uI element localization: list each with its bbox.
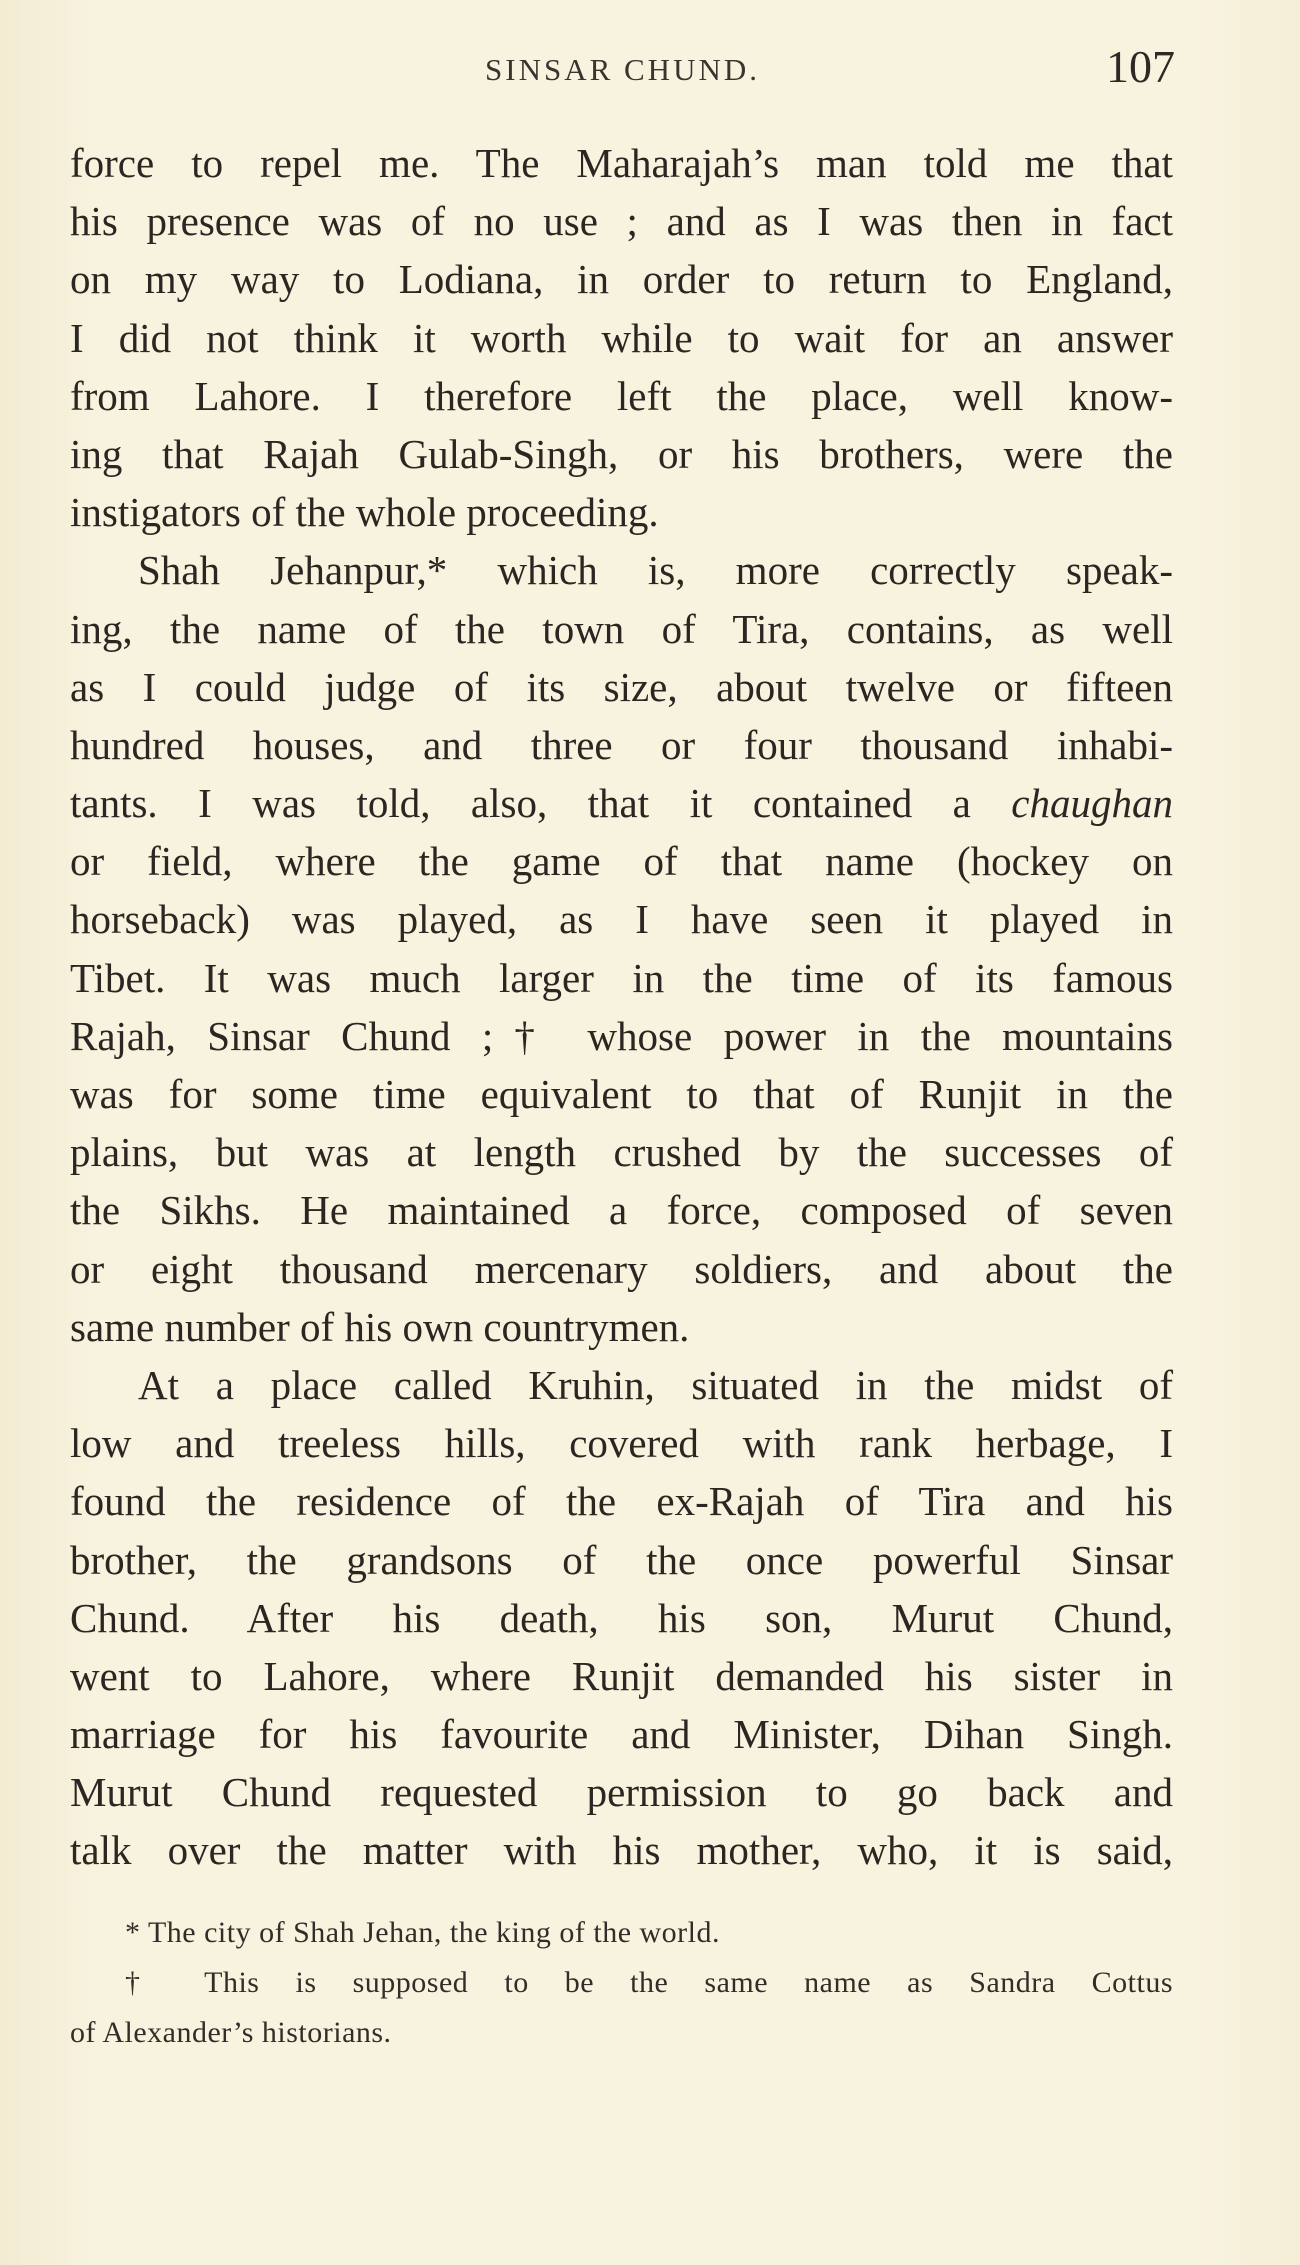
text-line: hundred houses, and three or four thousand inhabi-	[70, 721, 1173, 768]
text-line-with-italic	[70, 774, 1173, 832]
running-head	[70, 40, 1175, 100]
text-line: brother, the grandsons of the once powerful Sinsar	[70, 1536, 1173, 1583]
text-line: on my way to Lodiana, in order to return to England,	[70, 256, 1173, 303]
footnote-2: † This is supposed to be the same name as Sandra Cottus	[125, 1966, 1173, 1999]
text-line: found the residence of the ex-Rajah of Tira and his	[70, 1478, 1173, 1525]
text-line: marriage for his favourite and Minister, Dihan Singh.	[70, 1711, 1173, 1758]
page-number: 107	[1106, 41, 1175, 92]
footnote-2-continued: of Alexander’s historians.	[70, 2016, 392, 2049]
text-line: talk over the matter with his mother, who, it is said,	[70, 1827, 1173, 1874]
body-text	[70, 134, 1173, 1880]
text-line: instigators of the whole proceeding.	[70, 489, 659, 536]
text-line: ing that Rajah Gulab-Singh, or his brothers, were the	[70, 430, 1173, 477]
footnotes	[70, 1908, 1173, 2058]
text-line: the Sikhs. He maintained a force, composed of seven	[70, 1187, 1173, 1234]
footnote-1: * The city of Shah Jehan, the king of the world.	[125, 1916, 720, 1949]
text-line: went to Lahore, where Runjit demanded his sister in	[70, 1652, 1173, 1699]
text-line: was for some time equivalent to that of Runjit in the	[70, 1071, 1173, 1117]
text-line: I did not think it worth while to wait for an answer	[70, 314, 1173, 361]
text-line: Shah Jehanpur,* which is, more correctly speak-	[138, 547, 1173, 594]
text-line: Tibet. It was much larger in the time of its famous	[70, 954, 1173, 1001]
text-line: low and treeless hills, covered with rank herbage, I	[70, 1420, 1173, 1467]
text-line: same number of his own countrymen.	[70, 1303, 690, 1350]
text-line: horseback) was played, as I have seen it played in	[70, 896, 1173, 943]
running-title: SINSAR CHUND.	[485, 52, 760, 87]
text-line: as I could judge of its size, about twelve or fifteen	[70, 663, 1173, 710]
italic-term: chaughan	[1011, 780, 1173, 827]
text-line-start: tants. I was told, also, that it contained a	[70, 780, 1012, 827]
text-line: plains, but was at length crushed by the successes of	[70, 1129, 1173, 1176]
text-line: Chund. After his death, his son, Murut Chund,	[70, 1594, 1173, 1641]
text-line: Murut Chund requested permission to go back and	[70, 1769, 1173, 1816]
text-line: ing, the name of the town of Tira, contains, as well	[70, 605, 1173, 652]
text-line: from Lahore. I therefore left the place, well know-	[70, 372, 1173, 419]
text-line: or field, where the game of that name (hockey on	[70, 838, 1173, 885]
text-line: Rajah, Sinsar Chund ;† whose power in the mountains	[70, 1012, 1173, 1059]
text-line: At a place called Kruhin, situated in the midst of	[138, 1361, 1173, 1408]
text-line: his presence was of no use ; and as I was then in fact	[70, 198, 1173, 245]
text-line: force to repel me. The Maharajah’s man told me that	[70, 140, 1173, 186]
text-line: or eight thousand mercenary soldiers, and about the	[70, 1245, 1173, 1292]
